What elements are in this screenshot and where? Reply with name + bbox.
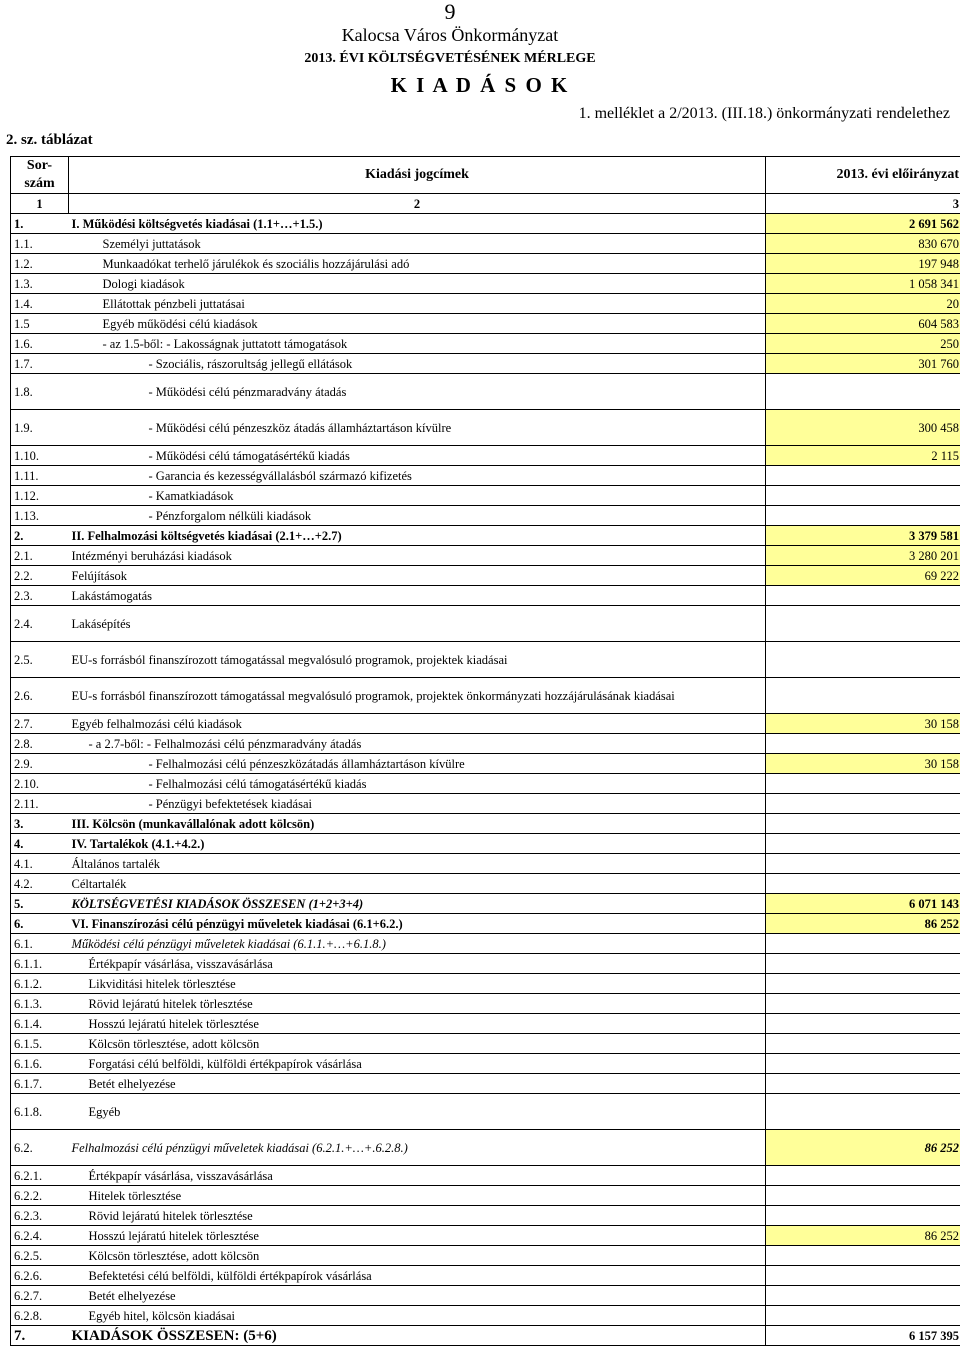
row-number: 6.2.6. (11, 1266, 69, 1286)
table-row (11, 506, 960, 526)
row-value (766, 854, 960, 874)
row-number: 6.1.1. (11, 954, 69, 974)
row-value (766, 1014, 960, 1034)
row-title: I. Működési költségvetés kiadásai (1.1+…+1.5.) (69, 214, 766, 234)
table-row (11, 894, 960, 914)
row-value: 69 222 (766, 566, 960, 586)
row-value: 30 158 (766, 714, 960, 734)
row-number: 2.1. (11, 546, 69, 566)
row-title: Ellátottak pénzbeli juttatásai (69, 294, 766, 314)
row-number: 6.1.3. (11, 994, 69, 1014)
row-title: - Pénzforgalom nélküli kiadások (69, 506, 766, 526)
row-title: Hosszú lejáratú hitelek törlesztése (69, 1226, 766, 1246)
row-number: 1.1. (11, 234, 69, 254)
table-row (11, 834, 960, 854)
table-row (11, 1074, 960, 1094)
row-value: 830 670 (766, 234, 960, 254)
table-row (11, 566, 960, 586)
col-number-3: 3 (766, 194, 960, 214)
row-value: 30 158 (766, 754, 960, 774)
row-title: Befektetési célú belföldi, külföldi értékpapírok vásárlása (69, 1266, 766, 1286)
table-label: 2. sz. táblázat (6, 132, 93, 148)
row-title: - Garancia és kezességvállalásból származó kifizetés (69, 466, 766, 486)
row-value (766, 1074, 960, 1094)
row-title: Forgatási célú belföldi, külföldi értékpapírok vásárlása (69, 1054, 766, 1074)
table-row (11, 1014, 960, 1034)
row-title: EU-s forrásból finanszírozott támogatással megvalósuló programok, projektek kiadásai (69, 642, 766, 678)
col-header-title: Kiadási jogcímek (69, 157, 766, 194)
row-title: EU-s forrásból finanszírozott támogatással megvalósuló programok, projektek önkormányzati hozzájárulásának kiadásai (69, 678, 766, 714)
table-row (11, 934, 960, 954)
row-number: 2.4. (11, 606, 69, 642)
row-title: - Működési célú pénzeszköz átadás államháztartáson kívülre (69, 410, 766, 446)
row-value (766, 606, 960, 642)
table-row (11, 1246, 960, 1266)
table-row (11, 234, 960, 254)
row-title: Dologi kiadások (69, 274, 766, 294)
row-value: 86 252 (766, 1226, 960, 1246)
table-row (11, 854, 960, 874)
row-title: Hitelek törlesztése (69, 1186, 766, 1206)
table-row (11, 446, 960, 466)
row-title: Lakástámogatás (69, 586, 766, 606)
page-number: 9 (444, 0, 456, 24)
row-title: Értékpapír vásárlása, visszavásárlása (69, 1166, 766, 1186)
row-value: 1 058 341 (766, 274, 960, 294)
table-row (11, 1130, 960, 1166)
row-value: 2 691 562 (766, 214, 960, 234)
row-title: Személyi juttatások (69, 234, 766, 254)
row-number: 6.2.7. (11, 1286, 69, 1306)
row-title: - az 1.5-ből: - Lakosságnak juttatott támogatások (69, 334, 766, 354)
row-number: 6.2.1. (11, 1166, 69, 1186)
row-number: 1.7. (11, 354, 69, 374)
row-number: 2.7. (11, 714, 69, 734)
row-title: II. Felhalmozási költségvetés kiadásai (2.1+…+2.7) (69, 526, 766, 546)
row-title: Rövid lejáratú hitelek törlesztése (69, 994, 766, 1014)
table-row (11, 486, 960, 506)
row-number: 1.8. (11, 374, 69, 410)
row-number: 6.2. (11, 1130, 69, 1166)
table-row (11, 1266, 960, 1286)
row-number: 1.12. (11, 486, 69, 506)
row-number: 2.2. (11, 566, 69, 586)
row-value: 6 071 143 (766, 894, 960, 914)
row-number: 1.13. (11, 506, 69, 526)
row-value (766, 994, 960, 1014)
row-title: - Működési célú támogatásértékű kiadás (69, 446, 766, 466)
row-value (766, 954, 960, 974)
row-number: 1.6. (11, 334, 69, 354)
row-title: Likviditási hitelek törlesztése (69, 974, 766, 994)
row-title: Egyéb felhalmozási célú kiadások (69, 714, 766, 734)
row-title: Kölcsön törlesztése, adott kölcsön (69, 1034, 766, 1054)
row-number: 4. (11, 834, 69, 854)
table-row (11, 794, 960, 814)
row-number: 4.2. (11, 874, 69, 894)
row-value (766, 642, 960, 678)
row-value (766, 1186, 960, 1206)
col-header-number: Sor- szám (11, 157, 69, 194)
table-row (11, 546, 960, 566)
table-row (11, 410, 960, 446)
row-number: 6.1.8. (11, 1094, 69, 1130)
row-title: Lakásépítés (69, 606, 766, 642)
row-number: 6.2.4. (11, 1226, 69, 1246)
row-title: KÖLTSÉGVETÉSI KIADÁSOK ÖSSZESEN (1+2+3+4) (69, 894, 766, 914)
row-value (766, 974, 960, 994)
row-number: 6.1.7. (11, 1074, 69, 1094)
row-value (766, 1094, 960, 1130)
row-number: 4.1. (11, 854, 69, 874)
row-value: 3 379 581 (766, 526, 960, 546)
row-value (766, 1034, 960, 1054)
row-title: - Kamatkiadások (69, 486, 766, 506)
row-number: 1.11. (11, 466, 69, 486)
row-number: 2.5. (11, 642, 69, 678)
row-value (766, 1286, 960, 1306)
row-value (766, 374, 960, 410)
row-number: 6.2.5. (11, 1246, 69, 1266)
row-value: 2 115 (766, 446, 960, 466)
row-value (766, 486, 960, 506)
row-value (766, 734, 960, 754)
row-title: Egyéb hitel, kölcsön kiadásai (69, 1306, 766, 1326)
row-number: 1.10. (11, 446, 69, 466)
row-value: 604 583 (766, 314, 960, 334)
row-number: 3. (11, 814, 69, 834)
row-title: Hosszú lejáratú hitelek törlesztése (69, 1014, 766, 1034)
row-number: 2.6. (11, 678, 69, 714)
row-number: 7. (11, 1326, 69, 1346)
row-number: 2.8. (11, 734, 69, 754)
row-value: 250 (766, 334, 960, 354)
row-title: Értékpapír vásárlása, visszavásárlása (69, 954, 766, 974)
table-row (11, 466, 960, 486)
table-row (11, 874, 960, 894)
row-number: 1.9. (11, 410, 69, 446)
table-row (11, 1054, 960, 1074)
row-number: 2.3. (11, 586, 69, 606)
row-title: - Működési célú pénzmaradvány átadás (69, 374, 766, 410)
col-number-1: 1 (11, 194, 69, 214)
document-title: K I A D Á S O K (390, 73, 570, 97)
table-row (11, 526, 960, 546)
row-value (766, 814, 960, 834)
col-number-2: 2 (69, 194, 766, 214)
table-row (11, 734, 960, 754)
table-row (11, 974, 960, 994)
row-title: IV. Tartalékok (4.1.+4.2.) (69, 834, 766, 854)
row-title: VI. Finanszírozási célú pénzügyi műveletek kiadásai (6.1+6.2.) (69, 914, 766, 934)
row-value: 301 760 (766, 354, 960, 374)
row-value: 6 157 395 (766, 1326, 960, 1346)
row-number: 6.2.2. (11, 1186, 69, 1206)
row-value: 20 (766, 294, 960, 314)
row-title: Működési célú pénzügyi műveletek kiadásai (6.1.1.+…+6.1.8.) (69, 934, 766, 954)
table-row (11, 678, 960, 714)
row-number: 2.9. (11, 754, 69, 774)
row-title: - Pénzügyi befektetések kiadásai (69, 794, 766, 814)
table-row (11, 1094, 960, 1130)
table-row (11, 714, 960, 734)
row-number: 6.1.6. (11, 1054, 69, 1074)
row-number: 1.2. (11, 254, 69, 274)
table-row (11, 274, 960, 294)
row-title: Intézményi beruházási kiadások (69, 546, 766, 566)
table-row (11, 606, 960, 642)
row-title: Munkaadókat terhelő járulékok és szociális hozzájárulási adó (69, 254, 766, 274)
row-number: 6.1. (11, 934, 69, 954)
table-row (11, 1166, 960, 1186)
table-row (11, 1306, 960, 1326)
row-value (766, 774, 960, 794)
row-number: 5. (11, 894, 69, 914)
row-title: Általános tartalék (69, 854, 766, 874)
row-value (766, 1054, 960, 1074)
row-title: Felhalmozási célú pénzügyi műveletek kiadásai (6.2.1.+…+.6.2.8.) (69, 1130, 766, 1166)
organization-name: Kalocsa Város Önkormányzat (341, 25, 559, 45)
row-value: 3 280 201 (766, 546, 960, 566)
row-number: 1.5 (11, 314, 69, 334)
table-row (11, 586, 960, 606)
row-value (766, 506, 960, 526)
row-value: 300 458 (766, 410, 960, 446)
row-value (766, 834, 960, 854)
row-number: 1.3. (11, 274, 69, 294)
table-row (11, 954, 960, 974)
row-number: 6.1.4. (11, 1014, 69, 1034)
table-row (11, 1186, 960, 1206)
row-number: 1. (11, 214, 69, 234)
row-title: - Szociális, rászorultság jellegű ellátások (69, 354, 766, 374)
row-value: 86 252 (766, 914, 960, 934)
table-row (11, 334, 960, 354)
table-row (11, 994, 960, 1014)
row-value (766, 1246, 960, 1266)
row-number: 6.1.2. (11, 974, 69, 994)
row-title: - Felhalmozási célú támogatásértékű kiadás (69, 774, 766, 794)
table-row (11, 294, 960, 314)
row-title: KIADÁSOK ÖSSZESEN: (5+6) (69, 1326, 766, 1346)
table-header-row (11, 157, 960, 194)
row-number: 6. (11, 914, 69, 934)
row-title: Egyéb működési célú kiadások (69, 314, 766, 334)
row-value: 86 252 (766, 1130, 960, 1166)
table-row (11, 754, 960, 774)
row-title: III. Kölcsön (munkavállalónak adott kölcsön) (69, 814, 766, 834)
table-row (11, 374, 960, 410)
row-number: 1.4. (11, 294, 69, 314)
table-row (11, 1286, 960, 1306)
row-title: Rövid lejáratú hitelek törlesztése (69, 1206, 766, 1226)
row-value (766, 678, 960, 714)
table-row (11, 814, 960, 834)
row-value (766, 934, 960, 954)
annex-reference: 1. melléklet a 2/2013. (III.18.) önkormányzati rendelethez (578, 105, 950, 122)
row-title: Céltartalék (69, 874, 766, 894)
row-number: 2.11. (11, 794, 69, 814)
table-row (11, 1034, 960, 1054)
row-title: - a 2.7-ből: - Felhalmozási célú pénzmaradvány átadás (69, 734, 766, 754)
document-subtitle: 2013. ÉVI KÖLTSÉGVETÉSÉNEK MÉRLEGE (304, 51, 596, 66)
table-row (11, 314, 960, 334)
table-row (11, 214, 960, 234)
col-header-value: 2013. évi előirányzat (766, 157, 960, 194)
row-title: Kölcsön törlesztése, adott kölcsön (69, 1246, 766, 1266)
expenditure-table (10, 156, 960, 1346)
table-row (11, 1326, 960, 1346)
row-value (766, 1306, 960, 1326)
row-value (766, 1266, 960, 1286)
row-title: Betét elhelyezése (69, 1074, 766, 1094)
table-row (11, 1206, 960, 1226)
row-value: 197 948 (766, 254, 960, 274)
row-title: Felújítások (69, 566, 766, 586)
table-row (11, 354, 960, 374)
row-number: 2.10. (11, 774, 69, 794)
row-value (766, 466, 960, 486)
row-title: Egyéb (69, 1094, 766, 1130)
table-row (11, 642, 960, 678)
row-title: - Felhalmozási célú pénzeszközátadás államháztartáson kívülre (69, 754, 766, 774)
row-number: 2. (11, 526, 69, 546)
table-row (11, 914, 960, 934)
row-number: 6.1.5. (11, 1034, 69, 1054)
table-row (11, 1226, 960, 1246)
table-row (11, 774, 960, 794)
row-number: 6.2.8. (11, 1306, 69, 1326)
row-value (766, 794, 960, 814)
row-value (766, 874, 960, 894)
column-number-row (11, 194, 960, 214)
row-title: Betét elhelyezése (69, 1286, 766, 1306)
row-value (766, 1166, 960, 1186)
row-value (766, 1206, 960, 1226)
row-number: 6.2.3. (11, 1206, 69, 1226)
row-value (766, 586, 960, 606)
table-row (11, 254, 960, 274)
